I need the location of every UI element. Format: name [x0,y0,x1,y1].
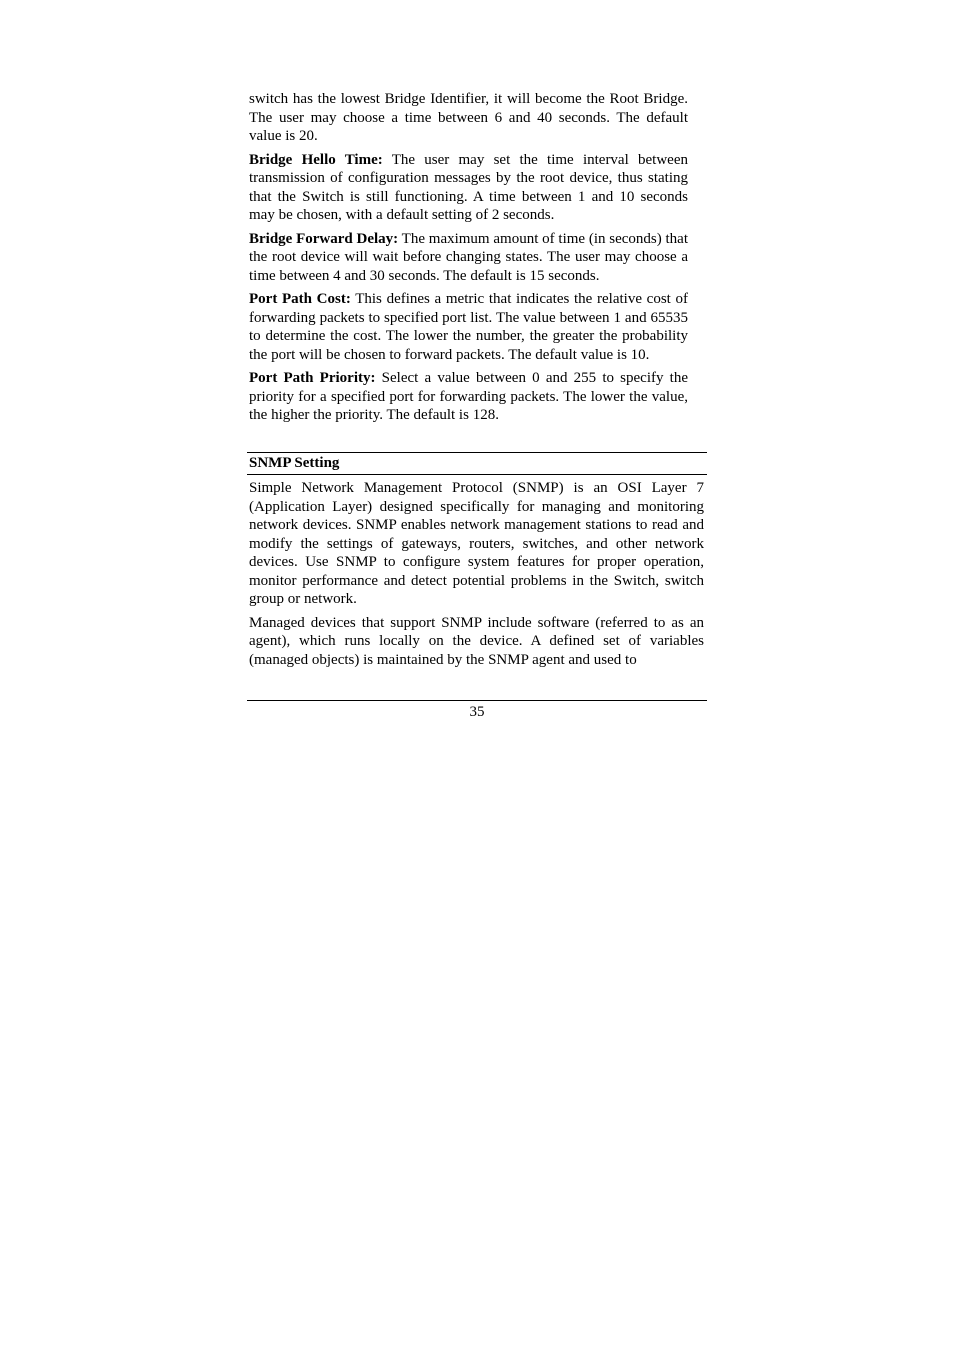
definition-text: This defines a metric that indicates the relative cost of forwarding packets to specified port list. The value between 1 and 65535 to determine the cost. The lower the number, the greater the probability the port will be chosen to forward packets. The default value is 10. [249,291,688,363]
page-number: 35 [469,704,485,720]
definition-term: Bridge Forward Delay: [249,230,399,247]
definition-text: Select a value between 0 and 255 to specify the priority for a specified port for forwarding packets. The lower the value, the higher the priority. The default is 128. [249,370,688,423]
definition-term: Port Path Cost: [249,291,351,307]
definition-bridge-forward-delay [249,230,688,286]
definition-port-path-priority [249,369,688,425]
snmp-paragraph: Simple Network Management Protocol (SNMP) is an OSI Layer 7 (Application Layer) designed specifically for managing and monitoring network devices. SNMP enables network management stations to read and modify the settings of gateways, routers, switches, and other network devices. Use SNMP to configure system features for proper operation, monitor performance and detect potential problems in the Switch, switch group or network. [249,480,704,607]
intro-paragraph: switch has the lowest Bridge Identifier, it will become the Root Bridge. The user may choose a time between 6 and 40 seconds. The default value is 20. [249,91,688,144]
footer-divider [247,700,707,701]
definition-term: Bridge Hello Time: [249,151,383,168]
definition-bridge-hello-time [249,151,688,225]
stp-parameters-block [249,90,688,430]
definition-text: The maximum amount of time (in seconds) that the root device will wait before changing states. The user may choose a time between 4 and 30 seconds. The default is 15 seconds. [249,230,689,284]
definition-term: Port Path Priority: [249,370,376,386]
section-divider-bottom [247,474,707,475]
section-heading-snmp-setting: SNMP Setting [249,455,340,471]
snmp-section-body [249,479,704,674]
definition-text: The user may set the time interval between transmission of configuration messages by the root device, thus stating that the Switch is still functioning. A time between 1 and 10 seconds may be chosen, with a default setting of 2 seconds. [249,151,688,223]
snmp-paragraph: Managed devices that support SNMP include software (referred to as an agent), which runs locally on the device. A defined set of variables (managed objects) is maintained by the SNMP agent and used to [249,614,704,668]
section-divider-top [247,452,707,453]
definition-port-path-cost [249,290,688,364]
